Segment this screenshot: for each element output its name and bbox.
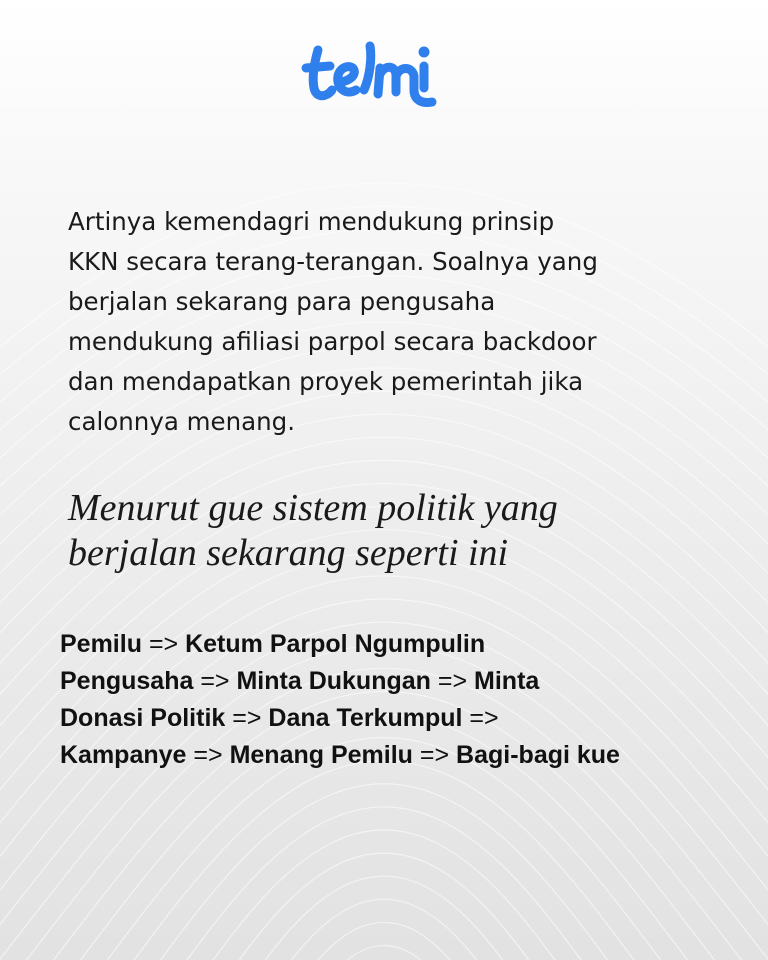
telmi-logo <box>300 36 440 112</box>
wave-line <box>173 876 594 960</box>
flow-step: Minta Dukungan <box>236 667 431 695</box>
flow-arrow: => <box>148 630 179 658</box>
flow-step: Pemilu <box>60 630 142 658</box>
paragraph-line: KKN secara terang-terangan. Soalnya yang <box>68 247 598 276</box>
flow-step: Ketum Parpol Ngumpulin <box>185 630 486 658</box>
flow-step: Menang Pemilu <box>229 741 413 769</box>
flow-line <box>60 663 760 700</box>
flow-arrow: => <box>419 741 450 769</box>
flow-arrow: => <box>437 667 468 695</box>
body-paragraph <box>68 202 708 442</box>
flow-arrow: => <box>200 667 230 695</box>
wave-line <box>25 761 743 960</box>
wave-line <box>263 946 506 960</box>
flow-line <box>60 737 760 774</box>
flow-step: Kampanye <box>60 741 187 769</box>
flow-line <box>60 626 760 663</box>
wave-line <box>233 922 535 960</box>
paragraph-line: Artinya kemendagri mendukung prinsip <box>68 207 555 236</box>
paragraph-line: berjalan sekarang para pengusaha <box>68 287 496 316</box>
quote-line: Menurut gue sistem politik yang <box>68 487 558 529</box>
flow-arrow: => <box>232 704 262 732</box>
flow-step: Pengusaha <box>60 667 194 695</box>
paragraph-line: dan mendapatkan proyek pemerintah jika <box>68 367 584 396</box>
paragraph-line: calonnya menang. <box>68 407 295 436</box>
wave-line <box>144 853 625 960</box>
quote-line: berjalan sekarang seperti ini <box>68 532 509 574</box>
quote-heading <box>68 486 708 576</box>
flow-line <box>60 700 760 737</box>
flow-step: Dana Terkumpul <box>268 704 463 732</box>
telmi-logo-icon <box>300 36 440 112</box>
flow-arrow: => <box>193 741 223 769</box>
paragraph-line: mendukung afiliasi parpol secara backdoor <box>68 327 597 356</box>
wave-line <box>203 899 565 960</box>
political-flow <box>60 626 760 774</box>
flow-arrow: => <box>469 704 499 732</box>
flow-step: Bagi-bagi kue <box>456 741 620 769</box>
flow-step: Donasi Politik <box>60 704 226 732</box>
flow-step: Minta <box>474 667 540 695</box>
